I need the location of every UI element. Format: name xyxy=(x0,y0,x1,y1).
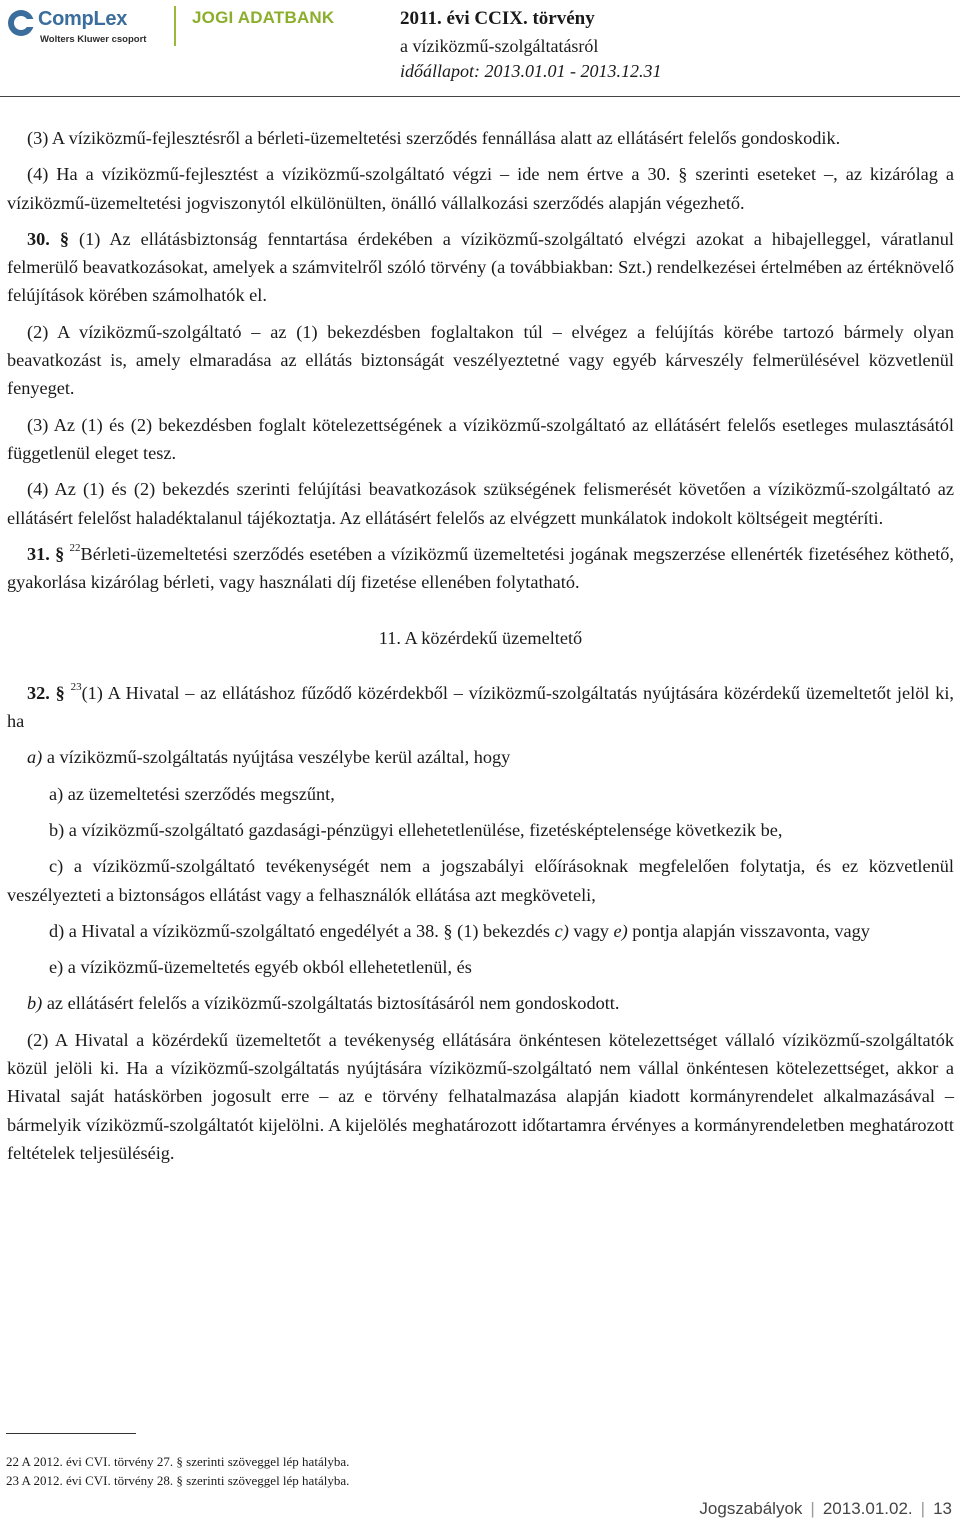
complex-logo-subtitle: Wolters Kluwer csoport xyxy=(40,34,147,45)
footnote-ref[interactable]: 23 xyxy=(70,680,82,693)
paragraph: (3) Az (1) és (2) bekezdésben foglalt kötelezettségének a víziközmű-szolgáltató az ellátásért felelős esetleges mulasztásától függetlenül eleget tesz. xyxy=(7,414,954,463)
section-text: (1) Az ellátásbiztonság fenntartása érdekében a víziközmű-szolgáltató elvégzi azokat a hibajelleggel, váratlanul felmerülő beavatkozásokat, amelyek a számvitelről szóló törvény (a továbbiakban: Szt.) rendelkezései értelmében az értéknövelő felújítások körében számolhatók el. xyxy=(7,228,954,306)
complex-logo-icon xyxy=(6,8,36,38)
point-text: az ellátásért felelős a víziközmű-szolgáltatás biztosításáról nem gondoskodott. xyxy=(46,993,620,1014)
page-footer xyxy=(699,1499,952,1519)
law-subject: a víziközmű-szolgáltatásról xyxy=(400,36,599,56)
list-point-b xyxy=(7,989,954,1017)
page-number: 13 xyxy=(933,1499,952,1518)
sub-point-text: pontja alapján visszavonta, vagy xyxy=(632,920,870,941)
section-number: 32. § xyxy=(27,682,65,703)
paragraph: (3) A víziközmű-fejlesztésről a bérleti-üzemeltetési szerződés fennállása alatt az ellátásért felelős gondoskodik. xyxy=(27,128,841,148)
paragraph: (4) Az (1) és (2) bekezdés szerinti felújítási beavatkozások szükségének felismerését követően a víziközmű-szolgáltató az ellátásért felelőst haladéktalanul tájékoztatja. Az ellátásért felelős az elvégzett munkálatok indokolt költségeit megtéríti. xyxy=(7,479,954,528)
section-text: Bérleti-üzemeltetési szerződés esetében a víziközmű üzemeltetési jogának megszerzése ellenérték fizetéséhez köthető, gyakorlása kizárólag bérleti, vagy használati díj fizetése ellenében folytatható. xyxy=(7,543,954,593)
point-ref: e) xyxy=(613,920,628,941)
section-text: (1) A Hivatal – az ellátáshoz fűződő közérdekből – víziközmű-szolgáltatás nyújtására közérdekű üzemeltetőt jelöl ki, ha xyxy=(7,682,954,732)
paragraph: (2) A Hivatal a közérdekű üzemeltetőt a tevékenység ellátására önkéntesen kötelezettséget vállaló víziközmű-szolgáltatók közül jelöli ki. Ha a víziközmű-szolgáltatás nyújtására víziközmű-szolgáltató nem vállal önkéntesen kötelezettséget, akkor a Hivatal saját hatáskörben jogosult erre – az e törvény felhatalmazása alapján kiadott kormányrendelet alkalmazásával – bármelyik víziközmű-szolgáltatót kijelölni. A kijelölés meghatározott időtartamra érvényes a kormányrendeletben meghatározott feltételek teljesüléséig. xyxy=(7,1029,954,1163)
sub-point: e) a víziközmű-üzemeltetés egyéb okból ellehetetlenül, és xyxy=(49,957,472,978)
sub-point: c) a víziközmű-szolgáltató tevékenységét nem a jogszabályi előírásoknak megfelelően folytatja, és ez közvetlenül veszélyezteti a biztonságos ellátást vagy a felhasználók ellátása azt megköveteli, xyxy=(7,856,954,905)
jogi-adatbank-logo: JOGI ADATBANK xyxy=(192,8,335,27)
sub-point-text: vagy xyxy=(573,920,609,941)
law-validity-period: időállapot: 2013.01.01 - 2013.12.31 xyxy=(400,61,662,81)
footer-date: 2013.01.02. xyxy=(822,1499,913,1518)
footer-source: Jogszabályok xyxy=(699,1499,803,1518)
sub-point xyxy=(7,917,954,945)
paragraph: (2) A víziközmű-szolgáltató – az (1) bekezdésben foglaltakon túl – elvégez a felújítás körébe tartozó bármely olyan beavatkozást is, amely elmaradása az ellátás biztonságát veszélyeztetné vagy egyéb kárveszély felmerülésével közvetlenül fenyeget. xyxy=(7,321,954,399)
document-body xyxy=(7,124,954,1175)
section-32-para-1 xyxy=(7,679,954,736)
footer-separator: | xyxy=(810,1499,815,1518)
complex-logo xyxy=(6,6,166,50)
footnote-rule xyxy=(6,1433,136,1434)
page-header xyxy=(0,0,960,96)
section-30-para-1 xyxy=(7,225,954,310)
footnote: 23 A 2012. évi CVI. törvény 28. § szerinti szöveggel lép hatályba. xyxy=(6,1473,350,1488)
point-label: b) xyxy=(27,993,43,1014)
law-title: 2011. évi CCIX. törvény xyxy=(400,8,595,29)
paragraph: (4) Ha a víziközmű-fejlesztést a víziközmű-szolgáltató végzi – ide nem értve a 30. § szerinti eseteket –, az kizárólag a víziközmű-üzemeltetési jogviszonytól elkülönülten, önálló vállalkozási szerződés alapján végezhető. xyxy=(7,164,954,213)
point-label: a) xyxy=(27,747,43,768)
header-rule xyxy=(0,96,960,97)
chapter-heading: 11. A közérdekű üzemeltető xyxy=(378,628,583,649)
point-text: a víziközmű-szolgáltatás nyújtása veszélybe kerül azáltal, hogy xyxy=(46,747,511,768)
footnote-ref[interactable]: 22 xyxy=(69,541,81,554)
sub-point-text: d) a Hivatal a víziközmű-szolgáltató engedélyét a 38. § (1) bekezdés xyxy=(49,920,551,941)
list-point-a xyxy=(7,743,954,771)
complex-logo-word: CompLex xyxy=(38,8,128,30)
section-number: 31. § xyxy=(27,543,65,564)
footnote: 22 A 2012. évi CVI. törvény 27. § szerinti szöveggel lép hatályba. xyxy=(6,1454,350,1469)
point-ref: c) xyxy=(554,920,569,941)
sub-point: a) az üzemeltetési szerződés megszűnt, xyxy=(49,783,335,804)
section-number: 30. § xyxy=(27,228,69,249)
footer-separator: | xyxy=(920,1499,926,1518)
logo-divider xyxy=(174,6,176,46)
sub-point: b) a víziközmű-szolgáltató gazdasági-pénzügyi ellehetetlenülése, fizetésképtelensége következik be, xyxy=(49,819,783,840)
section-31 xyxy=(7,540,954,597)
